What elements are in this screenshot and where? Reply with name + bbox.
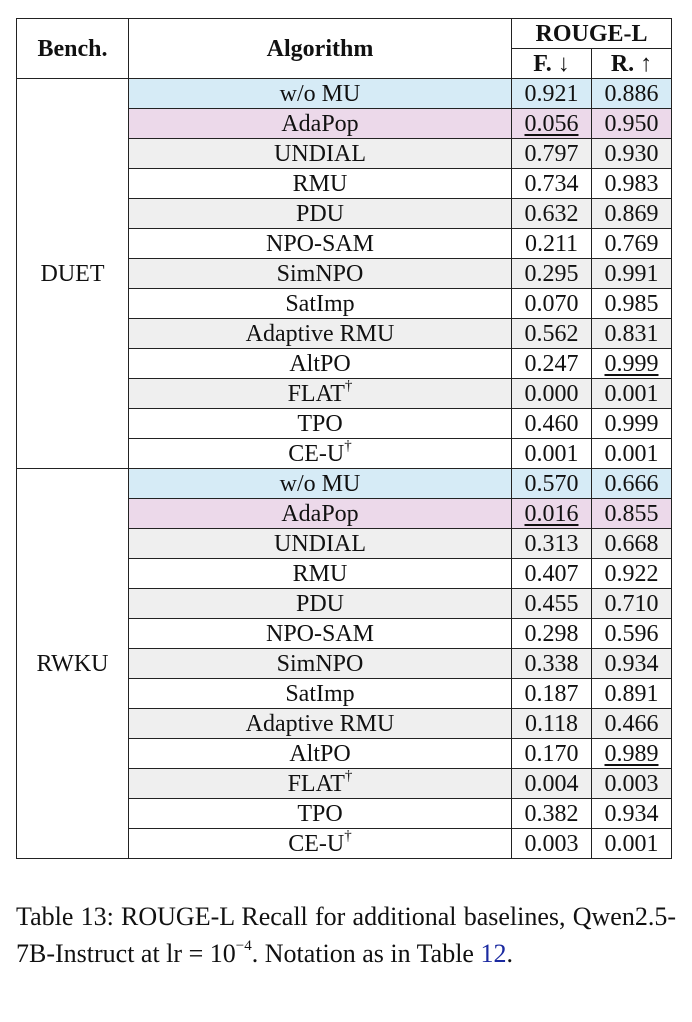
retain-score-cell [592,349,672,379]
header-algorithm: Algorithm [129,19,512,79]
algorithm-cell [129,79,512,109]
retain-score-cell [592,139,672,169]
algorithm-name: FLAT [287,380,345,407]
algorithm-name: UNDIAL [274,530,366,557]
forget-score: 0.734 [524,170,579,197]
forget-score-cell [512,349,592,379]
forget-score-cell [512,229,592,259]
retain-score-cell [592,259,672,289]
header-retain: R. ↑ [592,49,672,79]
algorithm-name: SatImp [285,680,355,707]
retain-score: 0.710 [604,590,659,617]
algorithm-name: CE-U [288,440,345,467]
algorithm-name: AltPO [289,740,351,767]
caption-text-a: Table 13: ROUGE-L Recall for additional baselines, Qwen2.5-7B-Instruct at lr = 10 [16,902,676,968]
retain-score-cell [592,559,672,589]
table-row [17,469,672,499]
caption-exponent: −4 [235,938,252,955]
algorithm-cell [129,319,512,349]
forget-score-cell [512,109,592,139]
forget-score: 0.455 [524,590,579,617]
forget-score-cell [512,199,592,229]
bench-label: RWKU [17,469,129,859]
forget-score: 0.000 [524,380,579,407]
retain-score: 0.666 [604,470,659,497]
retain-score-cell [592,619,672,649]
algorithm-name: PDU [295,200,344,227]
retain-score-cell [592,319,672,349]
forget-score-cell [512,499,592,529]
algorithm-name: PDU [295,590,344,617]
algorithm-name: RMU [292,170,348,197]
header-forget: F. ↓ [512,49,592,79]
retain-score: 0.891 [604,680,659,707]
algorithm-name: CE-U [288,830,345,857]
algorithm-cell [129,499,512,529]
header-metric-group: ROUGE-L [512,19,672,49]
algorithm-cell [129,379,512,409]
algorithm-cell [129,199,512,229]
forget-score: 0.797 [524,140,579,167]
retain-score: 0.999 [604,410,659,437]
forget-score: 0.003 [524,830,579,857]
forget-score: 0.338 [524,650,579,677]
retain-score-cell [592,289,672,319]
retain-score: 0.930 [604,140,659,167]
forget-score: 0.313 [524,530,579,557]
algorithm-cell [129,559,512,589]
forget-score-cell [512,619,592,649]
retain-score: 0.985 [604,290,659,317]
table-caption [16,898,676,972]
retain-score: 0.934 [604,800,659,827]
algorithm-name: Adaptive RMU [245,710,395,737]
algorithm-name: SimNPO [276,650,364,677]
dagger-mark: † [344,767,353,784]
retain-score-cell [592,799,672,829]
forget-score: 0.562 [524,320,579,347]
algorithm-cell [129,679,512,709]
retain-score: 0.596 [604,620,659,647]
table-row [17,79,672,109]
retain-score-cell [592,589,672,619]
forget-score: 0.460 [524,410,579,437]
retain-score: 0.001 [604,440,659,467]
retain-score-cell [592,709,672,739]
forget-score-cell [512,439,592,469]
algorithm-name: w/o MU [279,80,361,107]
algorithm-name: TPO [297,410,343,437]
retain-score-cell [592,79,672,109]
algorithm-cell [129,739,512,769]
algorithm-cell [129,799,512,829]
algorithm-cell [129,589,512,619]
algorithm-cell [129,289,512,319]
forget-score: 0.056 [524,110,579,137]
forget-score: 0.187 [524,680,579,707]
retain-score-cell [592,529,672,559]
algorithm-name: AltPO [289,350,351,377]
forget-score-cell [512,169,592,199]
forget-score-cell [512,79,592,109]
caption-table-ref-link[interactable]: 12 [480,939,507,968]
forget-score-cell [512,289,592,319]
algorithm-name: UNDIAL [274,140,366,167]
forget-score: 0.001 [524,440,579,467]
retain-score: 0.466 [604,710,659,737]
retain-score-cell [592,679,672,709]
forget-score-cell [512,469,592,499]
forget-score-cell [512,679,592,709]
retain-score: 0.769 [604,230,659,257]
algorithm-name: RMU [292,560,348,587]
algorithm-name: Adaptive RMU [245,320,395,347]
retain-score: 0.001 [604,380,659,407]
retain-score-cell [592,409,672,439]
retain-score: 0.855 [604,500,659,527]
forget-score-cell [512,649,592,679]
forget-score: 0.295 [524,260,579,287]
retain-score: 0.934 [604,650,659,677]
bench-label: DUET [17,79,129,469]
retain-score: 0.003 [604,770,659,797]
algorithm-cell [129,139,512,169]
retain-score-cell [592,199,672,229]
forget-score: 0.407 [524,560,579,587]
forget-score-cell [512,259,592,289]
results-table [16,18,672,859]
algorithm-cell [129,709,512,739]
retain-score: 0.886 [604,80,659,107]
retain-score: 0.831 [604,320,659,347]
caption-text-c: . [506,939,513,968]
retain-score: 0.989 [604,740,659,767]
algorithm-cell [129,169,512,199]
retain-score-cell [592,769,672,799]
forget-score: 0.921 [524,80,579,107]
forget-score: 0.004 [524,770,579,797]
forget-score: 0.247 [524,350,579,377]
algorithm-cell [129,109,512,139]
algorithm-cell [129,619,512,649]
retain-score-cell [592,739,672,769]
retain-score: 0.869 [604,200,659,227]
dagger-mark: † [344,437,352,454]
forget-score: 0.170 [524,740,579,767]
algorithm-cell [129,259,512,289]
algorithm-cell [129,469,512,499]
retain-score: 0.001 [604,830,659,857]
table-body [17,79,672,859]
forget-score: 0.211 [524,230,579,257]
algorithm-name: AdaPop [281,110,359,137]
retain-score: 0.668 [604,530,659,557]
dagger-mark: † [344,377,353,394]
algorithm-cell [129,529,512,559]
algorithm-name: w/o MU [279,470,361,497]
forget-score: 0.016 [524,500,579,527]
forget-score: 0.632 [524,200,579,227]
forget-score: 0.382 [524,800,579,827]
algorithm-cell [129,829,512,859]
forget-score-cell [512,739,592,769]
algorithm-name: FLAT [287,770,345,797]
retain-score: 0.950 [604,110,659,137]
forget-score: 0.118 [524,710,579,737]
forget-score: 0.070 [524,290,579,317]
forget-score: 0.298 [524,620,579,647]
retain-score-cell [592,379,672,409]
retain-score: 0.991 [604,260,659,287]
retain-score-cell [592,439,672,469]
retain-score-cell [592,469,672,499]
caption-text-b: . Notation as in Table [251,939,481,968]
algorithm-cell [129,349,512,379]
algorithm-cell [129,439,512,469]
algorithm-name: AdaPop [281,500,359,527]
forget-score-cell [512,769,592,799]
algorithm-name: SatImp [285,290,355,317]
forget-score-cell [512,709,592,739]
retain-score-cell [592,649,672,679]
retain-score: 0.983 [604,170,659,197]
algorithm-name: NPO-SAM [265,620,375,647]
forget-score-cell [512,139,592,169]
retain-score-cell [592,229,672,259]
forget-score-cell [512,829,592,859]
forget-score-cell [512,589,592,619]
forget-score-cell [512,529,592,559]
retain-score: 0.922 [604,560,659,587]
algorithm-cell [129,649,512,679]
dagger-mark: † [344,827,352,844]
forget-score-cell [512,319,592,349]
forget-score-cell [512,379,592,409]
algorithm-name: TPO [297,800,343,827]
retain-score-cell [592,829,672,859]
header-bench: Bench. [17,19,129,79]
retain-score: 0.999 [604,350,659,377]
algorithm-name: SimNPO [276,260,364,287]
algorithm-cell [129,409,512,439]
retain-score-cell [592,499,672,529]
algorithm-cell [129,769,512,799]
algorithm-name: NPO-SAM [265,230,375,257]
forget-score-cell [512,799,592,829]
forget-score-cell [512,409,592,439]
retain-score-cell [592,169,672,199]
retain-score-cell [592,109,672,139]
forget-score-cell [512,559,592,589]
algorithm-cell [129,229,512,259]
forget-score: 0.570 [524,470,579,497]
